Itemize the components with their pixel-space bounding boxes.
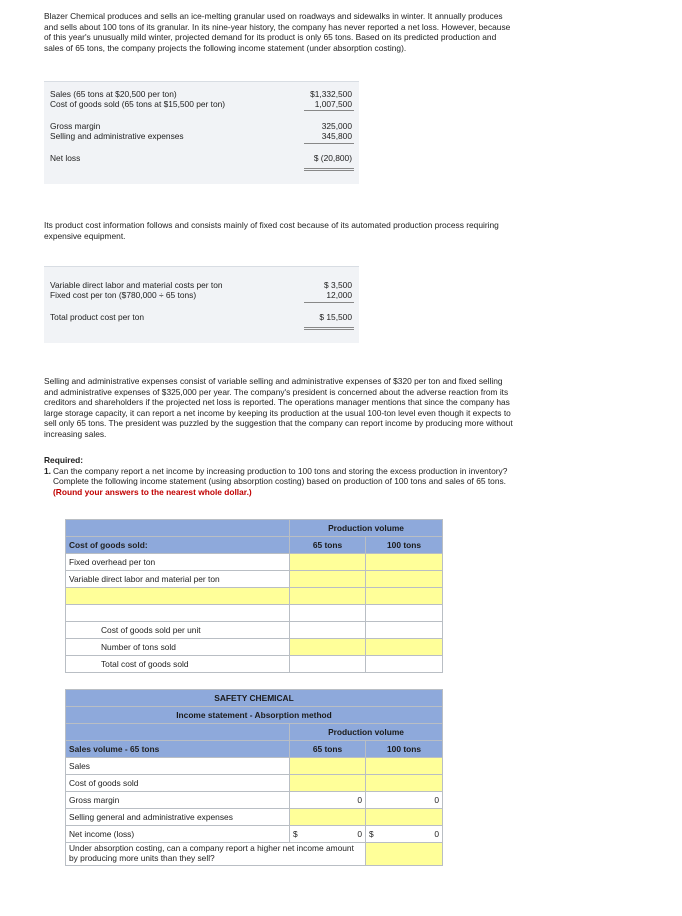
cogs-label: Cost of goods sold (65 tons at $15,500 per ton) bbox=[50, 99, 226, 109]
cogs-per-unit-65 bbox=[290, 622, 366, 639]
variable-direct-100-input[interactable] bbox=[366, 571, 443, 588]
fixed-cost-value: 12,000 bbox=[326, 290, 352, 300]
net-loss-row bbox=[50, 153, 355, 163]
tons-sold-65-input[interactable] bbox=[290, 639, 366, 656]
total-cogs-65 bbox=[290, 656, 366, 673]
sales-value: $1,332,500 bbox=[310, 89, 352, 99]
variable-cost-label: Variable direct labor and material costs per ton bbox=[50, 280, 223, 290]
total-cost-label: Total product cost per ton bbox=[50, 312, 145, 322]
extra-100-input[interactable] bbox=[366, 588, 443, 605]
net-loss-value: $ (20,800) bbox=[313, 153, 352, 163]
col-100-tons: 100 tons bbox=[366, 741, 443, 758]
net-income-100 bbox=[366, 826, 443, 843]
variable-cost-row bbox=[50, 280, 355, 290]
total-cogs-100 bbox=[366, 656, 443, 673]
tons-sold-100-input[interactable] bbox=[366, 639, 443, 656]
cogs-label: Cost of goods sold bbox=[66, 775, 290, 792]
fixed-overhead-label: Fixed overhead per ton bbox=[66, 554, 290, 571]
cogs-per-unit-100 bbox=[366, 622, 443, 639]
net-income-100-value: 0 bbox=[434, 829, 440, 839]
sga-label: Selling general and administrative expenses bbox=[66, 809, 290, 826]
underline bbox=[304, 110, 354, 111]
cogs-table bbox=[65, 519, 443, 673]
extra-65-input[interactable] bbox=[290, 588, 366, 605]
gross-margin-row bbox=[50, 121, 355, 131]
variable-cost-value: $ 3,500 bbox=[324, 280, 352, 290]
sales-label: Sales bbox=[66, 758, 290, 775]
income-statement-table bbox=[65, 689, 443, 866]
fixed-overhead-100-input[interactable] bbox=[366, 554, 443, 571]
product-cost-paragraph: Its product cost information follows and consists mainly of fixed cost because of its automated production process requiring expensive equipment. bbox=[44, 220, 499, 241]
statement-subtitle: Income statement - Absorption method bbox=[66, 707, 443, 724]
col-65-tons: 65 tons bbox=[290, 741, 366, 758]
net-income-65-value: 0 bbox=[357, 829, 362, 839]
underline bbox=[304, 143, 354, 144]
gross-margin-label: Gross margin bbox=[66, 792, 290, 809]
total-cost-value: $ 15,500 bbox=[319, 312, 352, 322]
cogs-value: 1,007,500 bbox=[314, 99, 352, 109]
sae-label: Selling and administrative expenses bbox=[50, 131, 184, 141]
underline bbox=[304, 302, 354, 303]
double-underline-bottom bbox=[304, 329, 354, 330]
sales-100-input[interactable] bbox=[366, 758, 443, 775]
col-65-tons: 65 tons bbox=[290, 537, 366, 554]
question-label: Under absorption costing, can a company report a higher net income amount by producing more units than they sell? bbox=[66, 843, 366, 866]
net-loss-label: Net loss bbox=[50, 153, 81, 163]
sales-row bbox=[50, 89, 355, 99]
required-number: 1. bbox=[44, 465, 51, 476]
selling-paragraph: Selling and administrative expenses consist of variable selling and administrative expenses of $320 per ton and fixed selling and administrative expenses of $325,000 per year. The company's president is concerned about the adverse reaction from its creditors and shareholders if the projected net loss is reported. The operations manager mentions that since the company has large storage capacity, it can report a net income by keeping its production at the usual 100-ton level even though it expects to sell only 65 tons. The president was puzzled by the suggestion that the company can report income by producing more without increasing sales. bbox=[44, 376, 513, 439]
intro-paragraph: Blazer Chemical produces and sells an ice-melting granular used on roadways and sidewalks in winter. It annually produces and sells about 100 tons of its granular. In its nine-year history, the company has never reported a net loss. However, because of this year's unusually mild winter, projected demand for its product is only 65 tons. Based on its predicted production and sales of 65 tons, the company projects the following income statement (under absorption costing). bbox=[44, 11, 511, 53]
sae-value: 345,800 bbox=[321, 131, 352, 141]
net-income-label: Net income (loss) bbox=[66, 826, 290, 843]
variable-direct-65-input[interactable] bbox=[290, 571, 366, 588]
company-name: SAFETY CHEMICAL bbox=[66, 690, 443, 707]
extra-label-input[interactable] bbox=[66, 588, 290, 605]
double-underline-top bbox=[304, 168, 354, 169]
sales-label: Sales (65 tons at $20,500 per ton) bbox=[50, 89, 177, 99]
cogs-header: Cost of goods sold: bbox=[66, 537, 290, 554]
col-100-tons: 100 tons bbox=[366, 537, 443, 554]
projected-income-statement bbox=[44, 81, 359, 184]
fixed-cost-row bbox=[50, 290, 355, 300]
product-cost-statement bbox=[44, 266, 359, 343]
gross-margin-100: 0 bbox=[366, 792, 443, 809]
sales-65-input[interactable] bbox=[290, 758, 366, 775]
net-income-65 bbox=[290, 826, 366, 843]
sae-row bbox=[50, 131, 355, 141]
required-note: (Round your answers to the nearest whole dollar.) bbox=[53, 486, 252, 497]
cogs-100-input[interactable] bbox=[366, 775, 443, 792]
cogs-per-unit-label: Cost of goods sold per unit bbox=[66, 622, 290, 639]
double-underline-bottom bbox=[304, 170, 354, 171]
dollar-sign: $ bbox=[293, 829, 298, 839]
gross-margin-value: 325,000 bbox=[321, 121, 352, 131]
production-volume-header: Production volume bbox=[290, 724, 443, 741]
fixed-overhead-65-input[interactable] bbox=[290, 554, 366, 571]
sga-100-input[interactable] bbox=[366, 809, 443, 826]
required-section bbox=[44, 455, 518, 497]
cogs-65-input[interactable] bbox=[290, 775, 366, 792]
required-title: Required: bbox=[44, 455, 84, 465]
required-text: Can the company report a net income by increasing production to 100 tons and storing the excess production in inventory? Complete the following income statement (using absorption costing) based on production of 100 tons and sales of 65 tons. bbox=[53, 465, 508, 487]
sga-65-input[interactable] bbox=[290, 809, 366, 826]
tons-sold-label: Number of tons sold bbox=[66, 639, 290, 656]
cogs-row bbox=[50, 99, 355, 109]
question-answer-select[interactable] bbox=[366, 843, 443, 866]
double-underline-top bbox=[304, 327, 354, 328]
total-cost-row bbox=[50, 312, 355, 322]
gross-margin-65: 0 bbox=[290, 792, 366, 809]
production-volume-header: Production volume bbox=[290, 520, 443, 537]
dollar-sign: $ bbox=[369, 829, 374, 839]
gross-margin-label: Gross margin bbox=[50, 121, 101, 131]
required-item bbox=[44, 466, 518, 498]
fixed-cost-label: Fixed cost per ton ($780,000 ÷ 65 tons) bbox=[50, 290, 197, 300]
sales-volume-header: Sales volume - 65 tons bbox=[66, 741, 290, 758]
total-cogs-label: Total cost of goods sold bbox=[66, 656, 290, 673]
variable-direct-label: Variable direct labor and material per ton bbox=[66, 571, 290, 588]
